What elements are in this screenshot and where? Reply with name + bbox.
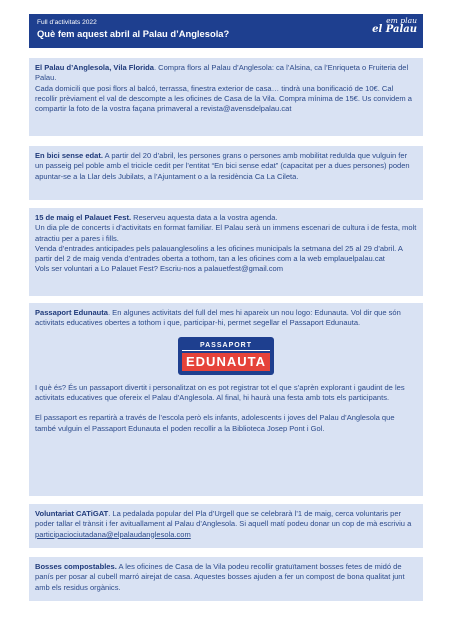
section-text: A partir del 20 d’abril, les persones grans o persones amb mobilitat reduïda que vulguin fer un passeig pel poble amb el tricicle cedit per l’entitat “En bici sense edat” (capacitat per a dues persones) poden apuntar-se a la Llar dels Jubilats, a l’Ajuntament o a la residència Ca La Cileta. [35, 151, 410, 181]
section-heading: En bici sense edat. [35, 151, 103, 160]
section-vila-florida [29, 58, 423, 136]
section-heading: Voluntariat CATiGAT [35, 509, 109, 518]
section-bosses-compostables [29, 557, 423, 601]
section-text: I què és? És un passaport divertit i personalitzat on es pot registrar tot el que s’aprèn explorant i gaudint de les activitats educatives que ofereix el Palau d’Anglesola. Al final, hi haurà una festa amb tots els participants. [35, 382, 405, 402]
section-text: . Compra flors al Palau d’Anglesola: ca l’Alsina, ca l’Enriqueta o Fruiteria del Palau. [35, 63, 409, 83]
logo-line-2: el Palau [372, 23, 417, 35]
header-title: Què fem aquest abril al Palau d’Anglesola? [37, 28, 230, 39]
page-header [29, 14, 423, 48]
section-bici-sense-edat [29, 146, 423, 200]
section-heading: 15 de maig el Palauet Fest. [35, 213, 132, 222]
section-palauet-fest [29, 208, 423, 296]
passport-logo-bottom: EDUNAUTA [182, 353, 270, 371]
section-voluntariat-catigat [29, 504, 423, 548]
section-text: Venda d’entrades anticipades pels palauanglesolins a les oficines municipals la setmana del 25 al 29 d’abril. A partir del 2 de maig venda d’entrades oberta a tothom, tan a les oficines com a la web emplauelpalau.cat [35, 243, 403, 264]
email-link[interactable]: participaciociutadana@elpalaudanglesola.com [35, 529, 191, 539]
section-text: Reserveu aquesta data a la vostra agenda. [131, 213, 278, 222]
passport-logo-top: PASSAPORT [182, 340, 270, 351]
section-heading: Passaport Edunauta [35, 308, 108, 317]
em-plau-el-palau-logo [372, 17, 417, 34]
section-heading: El Palau d’Anglesola, Vila Florida [35, 63, 154, 72]
header-subtitle: Full d’activitats 2022 [37, 19, 97, 26]
section-text: A les oficines de Casa de la Vila podeu recollir gratuïtament bosses fetes de midó de panís per posar al cubell marró airejat de casa. Aquestes bosses ajuden a fer un compost de bona qualitat junt amb els residus orgànics. [35, 562, 405, 592]
section-text: El passaport es repartirà a través de l’escola però els infants, adolescents i joves del Palau d’Anglesola que també vulguin el Passaport Edunauta el poden recollir a la Biblioteca Josep Pont i Gol. [35, 413, 395, 433]
section-text: Vols ser voluntari a Lo Palauet Fest? Escriu-nos a palauetfest@gmail.com [35, 264, 284, 274]
section-heading: Bosses compostables. [35, 562, 117, 571]
logo-line-1: em plau [386, 16, 417, 25]
section-passaport-edunauta [29, 303, 423, 496]
passaport-edunauta-logo [178, 337, 274, 375]
section-text: . La pedalada popular del Pla d’Urgell que se celebrarà l’1 de maig, cerca voluntaris per poder tallar el trànsit i fer avituallament al Palau d’Anglesola. Si aquell matí podeu donar un cop de mà escriviu a [35, 509, 412, 529]
section-text: Cada domicili que posi flors al balcó, terrassa, finestra exterior de casa… tindrà una bonificació de 10€. Cal recollir prèviament el val de descompte a les oficines de Casa de la Vila. Compra mínima de 15€. Us convidem a compartir la foto de la vostra façana primaveral a revista@avensdelpalau.cat [35, 83, 412, 114]
section-text: . En algunes activitats del full del mes hi apareix un nou logo: Edunauta. Vol dir que són activitats educatives obertes a tothom i que, participar-hi, permet segellar el Passaport Edunauta. [35, 308, 401, 328]
section-text: Un dia ple de concerts i d’activitats en format familiar. El Palau serà un immens escenari de cultura i de festa, molt atractiu per a pares i fills. [35, 223, 417, 243]
